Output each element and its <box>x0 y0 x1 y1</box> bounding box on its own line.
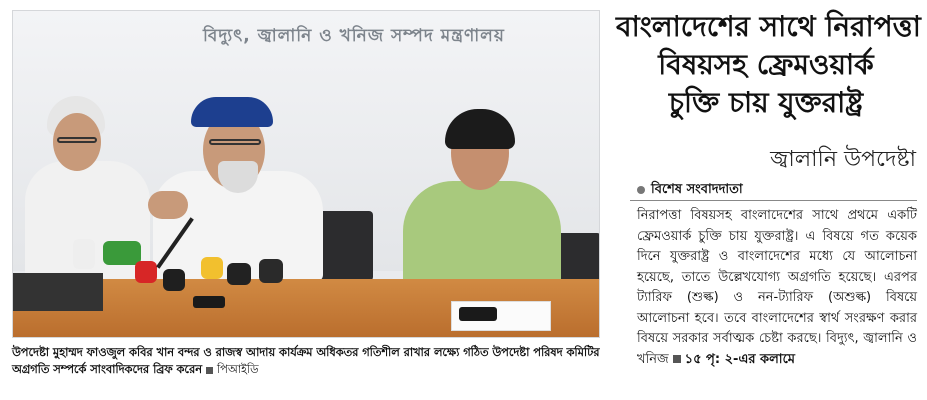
photo-caption <box>12 344 604 378</box>
phone <box>193 296 225 308</box>
nameplate <box>13 273 103 311</box>
continuation-link[interactable]: ১৫ পৃ: ২-এর কলামে <box>684 351 796 367</box>
microphone-1 <box>73 239 95 269</box>
microphone-7 <box>259 259 283 283</box>
headline <box>616 8 921 122</box>
article-text: নিরাপত্তা বিষয়সহ বাংলাদেশের সাথে প্রথমে একটি ফ্রেমওয়ার্ক চুক্তি চায় যুক্তরাষ্ট্র। এ বিষয়ে গত কয়েক দিনে যুক্তরাষ্ট্র ও বাংলাদেশের মধ্যে যে আলোচনা হয়েছে, তাতে উল্লেখযোগ্য অগ্রগতি হয়েছে। এরপর ট্যারিফ (শুল্ক) ও নন-ট্যারিফ (অশুল্ক) বিষয়ে আলোচনা হবে। তবে বাংলাদেশের স্বার্থ সংরক্ষণ করার বিষয়ে সরকার সর্বাত্মক চেষ্টা করছে। বিদ্যুৎ, জ্বালানি ও খনিজ <box>637 208 917 367</box>
microphone-6 <box>227 263 251 285</box>
photo-credit: পিআইডি <box>216 363 259 376</box>
headline-line-2: বিষয়সহ ফ্রেমওয়ার্ক <box>658 48 874 81</box>
byline-divider <box>630 200 917 201</box>
mobile-phone <box>459 307 497 321</box>
subheadline: জ্বালানি উপদেষ্টা <box>770 147 916 172</box>
headline-line-1: বাংলাদেশের সাথে নিরাপত্তা <box>616 10 921 43</box>
cap <box>191 97 273 127</box>
microphone-4 <box>163 269 185 291</box>
byline <box>637 180 743 201</box>
credit-square-icon <box>206 367 213 374</box>
headline-line-3: চুক্তি চায় যুক্তরাষ্ট্র <box>668 86 864 119</box>
jump-square-icon <box>673 355 681 363</box>
microphone-2 <box>103 241 141 265</box>
microphone-5 <box>201 257 223 279</box>
caption-text: উপদেষ্টা মুহাম্মদ ফাওজুল কবির খান বন্দর ও রাজস্ব আদায় কার্যক্রম অধিকতর গতিশীল রাখার লক্ষ্যে গঠিত উপদেষ্টা পরিষদ কমিটির অগ্রগতি সম্পর্কে সাংবাদিকদের ব্রিফ করেন <box>12 346 600 376</box>
byline-text: বিশেষ সংবাদদাতা <box>651 182 743 197</box>
microphone-3 <box>135 261 157 283</box>
article-body <box>637 206 917 370</box>
ministry-banner-text: বিদ্যুৎ, জ্বালানি ও খনিজ সম্পদ মন্ত্রণালয় <box>203 26 505 46</box>
bullet-icon <box>637 186 645 194</box>
news-photo <box>12 10 600 338</box>
